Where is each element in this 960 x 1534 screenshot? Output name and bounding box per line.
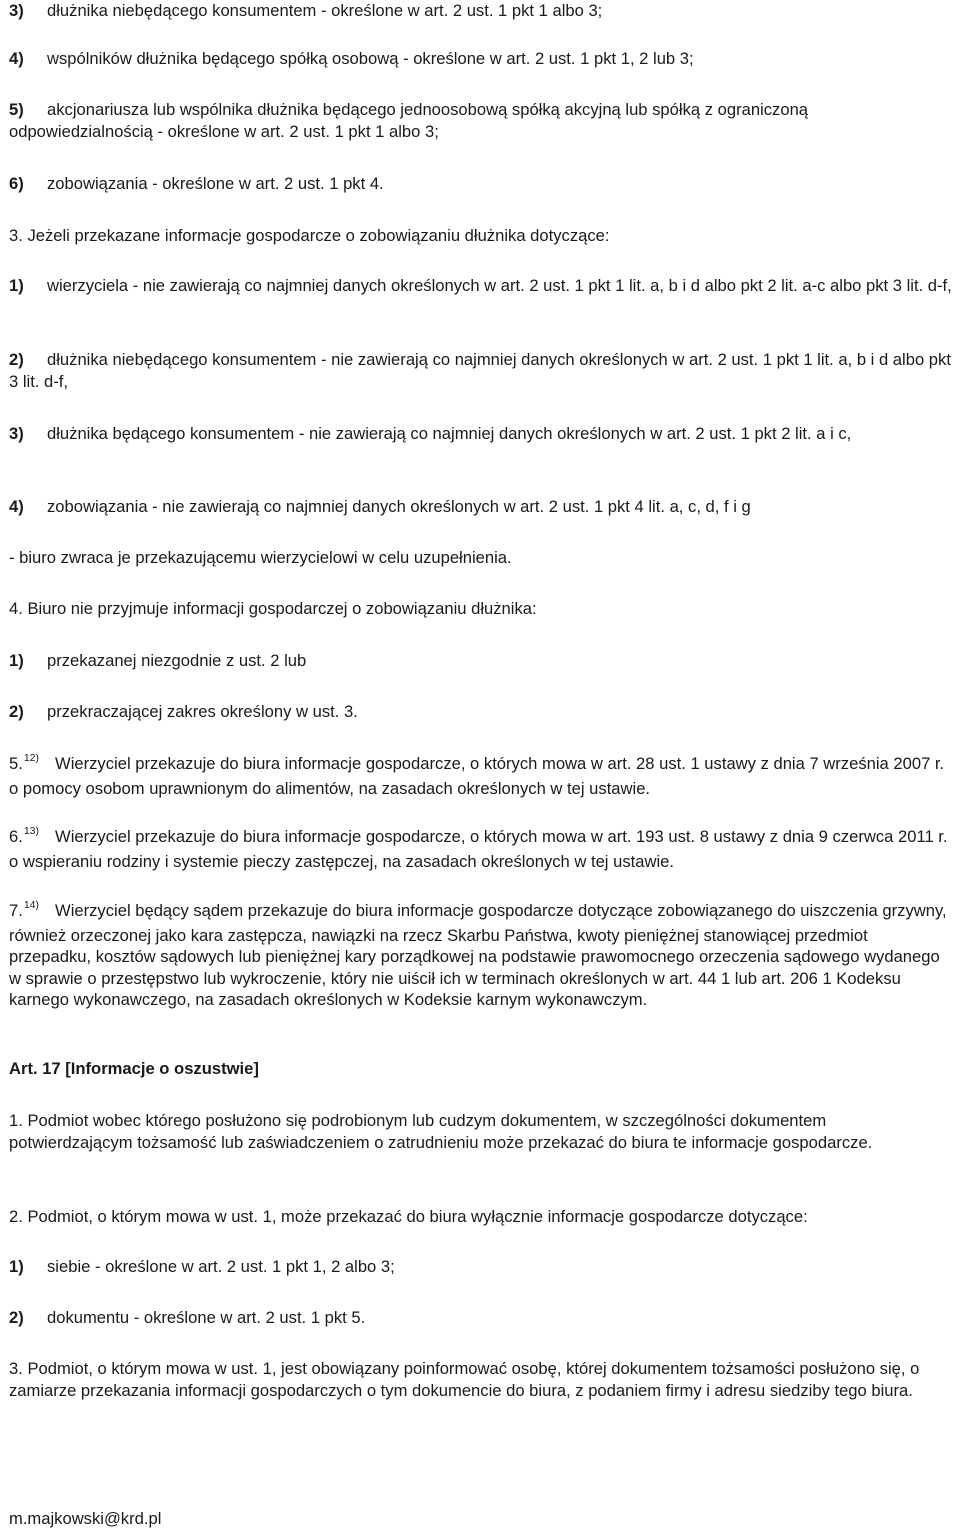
footnote-ref: 12) bbox=[23, 752, 40, 764]
list-item: 3) dłużnika będącego konsumentem - nie zawierają co najmniej danych określonych w art. 2 ust. 1 pkt 2 lit. a i c, bbox=[9, 424, 852, 443]
list-item: 4) zobowiązania - nie zawierają co najmniej danych określonych w art. 2 ust. 1 pkt 4 lit. a, c, d, f i g bbox=[9, 497, 751, 516]
footnote-ref: 13) bbox=[23, 825, 40, 837]
list-item: 2) przekraczającej zakres określony w ust. 3. bbox=[9, 702, 358, 721]
paragraph-4: 4. Biuro nie przyjmuje informacji gospodarczej o zobowiązaniu dłużnika: bbox=[9, 599, 537, 618]
list-item: 2) dłużnika niebędącego konsumentem - nie zawierają co najmniej danych określonych w art. 2 ust. 1 pkt 1 lit. a, b i d albo pkt 3 lit. d-f, bbox=[9, 350, 951, 391]
list-item: 2) dokumentu - określone w art. 2 ust. 1 pkt 5. bbox=[9, 1308, 366, 1327]
list-item: 1) wierzyciela - nie zawierają co najmniej danych określonych w art. 2 ust. 1 pkt 1 lit. a, b i d albo pkt 2 lit. a-c albo pkt 3 lit. d-f, bbox=[9, 276, 952, 295]
article-paragraph-3: 3. Podmiot, o którym mowa w ust. 1, jest obowiązany poinformować osobę, której dokumentem tożsamości posłużono się, o zamiarze przekazania informacji gospodarczych o tym dokumencie do biura, z podaniem firmy i adresu siedziby tego biura. bbox=[9, 1359, 920, 1400]
paragraph-3-tail: - biuro zwraca je przekazującemu wierzycielowi w celu uzupełnienia. bbox=[9, 548, 512, 567]
paragraph-5: 5.$^{12)}$ Wierzyciel przekazuje do biura informacje gospodarcze, o których mowa w art. 28 ust. 1 ustawy z dnia 7 września 2007 r. o pomocy osobom uprawnionym do alimentów, na zasadach określonych w tej ustawie. bbox=[9, 752, 945, 798]
article-title: Art. 17 [Informacje o oszustwie] bbox=[9, 1059, 259, 1078]
paragraph-3: 3. Jeżeli przekazane informacje gospodarcze o zobowiązaniu dłużnika dotyczące: bbox=[9, 226, 610, 245]
list-item: 1) przekazanej niezgodnie z ust. 2 lub bbox=[9, 651, 307, 670]
list-item: 1) siebie - określone w art. 2 ust. 1 pkt 1, 2 albo 3; bbox=[9, 1257, 395, 1276]
list-item: 5) akcjonariusza lub wspólnika dłużnika będącego jednoosobową spółką akcyjną lub spółką z ograniczoną odpowiedzialnością - określone w art. 2 ust. 1 pkt 1 albo 3; bbox=[9, 100, 809, 141]
article-paragraph-2: 2. Podmiot, o którym mowa w ust. 1, może przekazać do biura wyłącznie informacje gospodarcze dotyczące: bbox=[9, 1207, 808, 1226]
paragraph-6: 6.$^{13)}$ Wierzyciel przekazuje do biura informacje gospodarcze, o których mowa w art. 193 ust. 8 ustawy z dnia 9 czerwca 2011 r. o wspieraniu rodziny i systemie pieczy zastępczej, na zasadach określonych w tej ustawie. bbox=[9, 825, 948, 871]
list-item: 3) dłużnika niebędącego konsumentem - określone w art. 2 ust. 1 pkt 1 albo 3; bbox=[9, 1, 603, 20]
article-paragraph-1: 1. Podmiot wobec którego posłużono się podrobionym lub cudzym dokumentem, w szczególności dokumentem potwierdzającym tożsamość lub zaświadczeniem o zatrudnieniu może przekazać do biura te informacje gospodarcze. bbox=[9, 1111, 873, 1152]
list-item: 4) wspólników dłużnika będącego spółką osobową - określone w art. 2 ust. 1 pkt 1, 2 lub 3; bbox=[9, 49, 694, 68]
paragraph-7: 7.$^{14)}$ Wierzyciel będący sądem przekazuje do biura informacje gospodarcze dotyczące zobowiązanego do uiszczenia grzywny, również orzeczonej jako kara zastępcza, nawiązki na rzecz Skarbu Państwa, kwoty pieniężnej stanowiącej przedmiot przepadku, kosztów sądowych lub pieniężnej kary porządkowej na podstawie prawomocnego orzeczenia sądowego wydanego w sprawie o przestępstwo lub wykroczenie, który nie uiścił ich w terminach określonych w art. 44 1 lub art. 206 1 Kodeksu karnego wykonawczego, na zasadach określonych w Kodeksie karnym wykonawczym. bbox=[9, 899, 947, 1010]
footnote-ref: 14) bbox=[23, 899, 40, 911]
footer-email: m.majkowski@krd.pl bbox=[9, 1509, 162, 1528]
list-item: 6) zobowiązania - określone w art. 2 ust. 1 pkt 4. bbox=[9, 174, 384, 193]
